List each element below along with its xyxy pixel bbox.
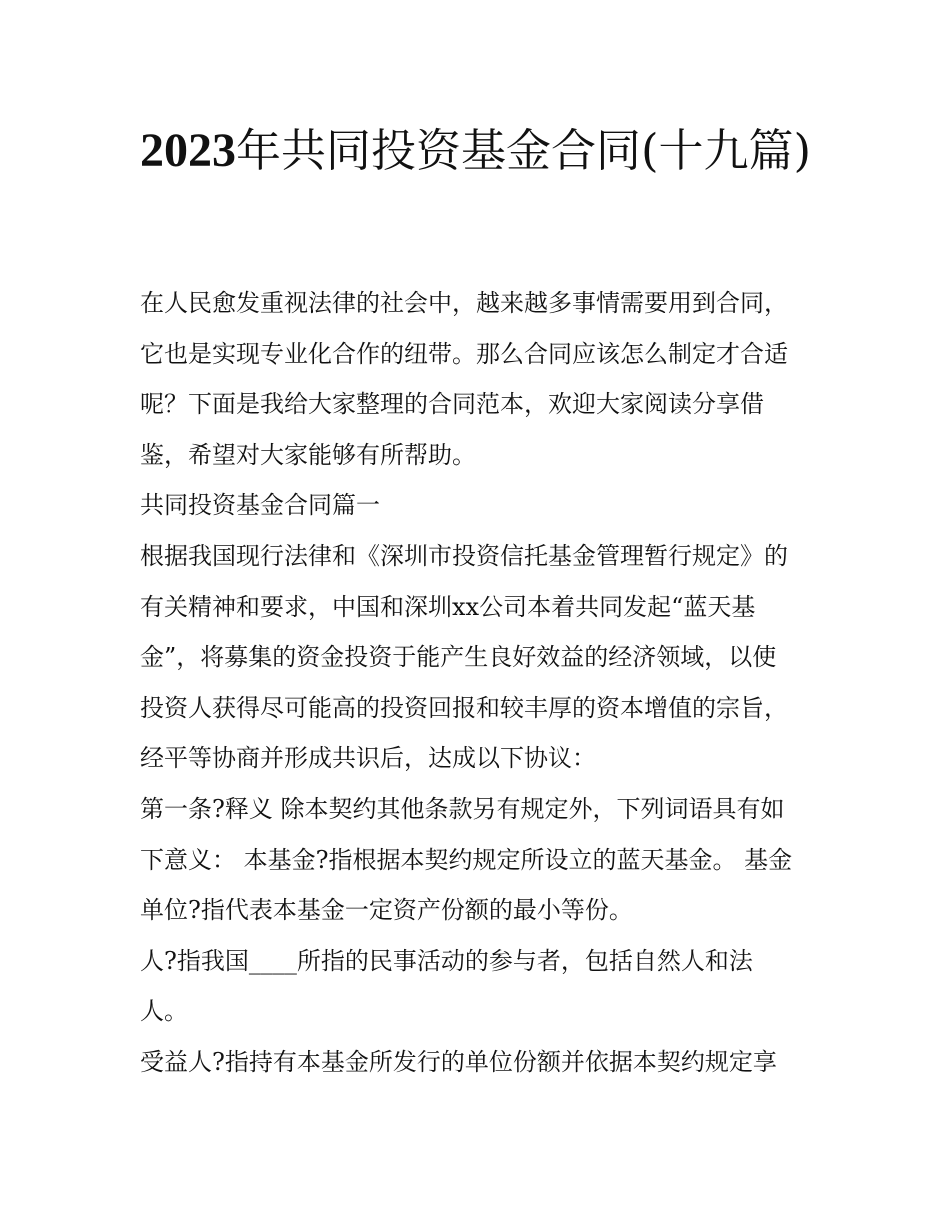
text-line: 下意义： 本基金?指根据本契约规定所设立的蓝天基金。 基金	[140, 845, 793, 874]
paragraph	[140, 480, 830, 531]
title-text: 年共同投资基金合同(十九篇)	[236, 124, 812, 177]
text-line: 它也是实现专业化合作的纽带。那么合同应该怎么制定才合适	[140, 339, 788, 368]
paragraph	[140, 784, 830, 936]
document-body	[140, 278, 830, 1088]
paragraph	[140, 936, 830, 1037]
text-line: 受益人?指持有本基金所发行的单位份额并依据本契约规定享	[140, 1047, 777, 1076]
text-line: 人?指我国____所指的民事活动的参与者，包括自然人和法	[140, 946, 753, 975]
text-line: 有关精神和要求，中国和深圳xx公司本着共同发起“蓝天基	[140, 592, 756, 621]
text-line: 鉴，希望对大家能够有所帮助。	[140, 440, 476, 469]
text-line: 在人民愈发重视法律的社会中，越来越多事情需要用到合同，	[140, 289, 788, 317]
text-line: 经平等协商并形成共识后，达成以下协议：	[140, 744, 596, 773]
paragraph	[140, 531, 830, 784]
paragraph	[140, 278, 830, 480]
text-line: 第一条?释义 除本契约其他条款另有规定外，下列词语具有如	[140, 794, 785, 823]
text-line: 共同投资基金合同篇一	[140, 491, 380, 520]
text-line: 根据我国现行法律和《深圳市投资信托基金管理暂行规定》的	[140, 541, 788, 570]
text-line: 人。	[140, 997, 188, 1026]
text-line: 呢？下面是我给大家整理的合同范本，欢迎大家阅读分享借	[140, 390, 764, 419]
document-title	[140, 112, 820, 190]
text-line: 单位?指代表本基金一定资产份额的最小等份。	[140, 896, 633, 925]
text-line: 投资人获得尽可能高的投资回报和较丰厚的资本增值的宗旨，	[140, 693, 788, 722]
title-year: 2023	[140, 124, 236, 177]
text-line: 金”，将募集的资金投资于能产生良好效益的经济领域，以使	[140, 643, 777, 672]
paragraph	[140, 1037, 830, 1088]
